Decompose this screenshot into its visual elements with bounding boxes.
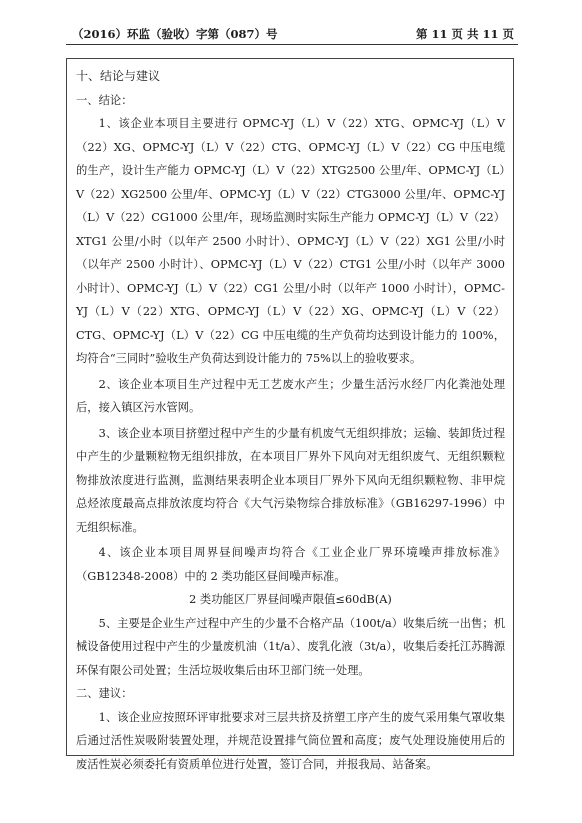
section-title: 十、结论与建议 — [76, 69, 161, 83]
suggestion-paragraph-1: 1、该企业应按照环评审批要求对三层共挤及挤塑工序产生的废气采用集气罩收集后通过活性炭吸附装置处理，并规范设置排气筒位置和高度；废气处理设施使用后的废活性炭必须委托有资质单位进行处置，签订合同，并报我局、站备案。 — [76, 710, 505, 771]
conclusion-paragraph-2: 2、该企业本项目生产过程中无工艺废水产生；少量生活污水经厂内化粪池处理后，接入镇区污水管网。 — [76, 377, 505, 414]
header-divider — [66, 44, 518, 45]
content-frame — [66, 58, 514, 771]
conclusion-paragraph-3: 3、该企业本项目挤塑过程中产生的少量有机废气无组织排放；运输、装卸货过程中产生的少量颗粒物无组织排放，在本项目厂界外下风向对无组织废气、无组织颗粒物排放浓度进行监测，监测结果表明企业本项目厂界外下风向无组织颗粒物、非甲烷总烃浓度最高点排放浓度均符合《大气污染物综合排放标准》（GB16297-1996）中无组织标准。 — [76, 426, 505, 534]
noise-limit-line: 2 类功能区厂界昼间噪声限值≤60dB(A) — [189, 593, 392, 606]
conclusion-paragraph-4: 4、该企业本项目周界昼间噪声均符合《工业企业厂界环境噪声排放标准》（GB12348-2008）中的 2 类功能区昼间噪声标准。 — [76, 546, 505, 583]
page-header — [72, 26, 514, 42]
conclusion-paragraph-5: 5、主要是企业生产过程中产生的少量不合格产品（100t/a）收集后统一出售；机械设备使用过程中产生的少量废机油（1t/a）、废乳化液（3t/a），收集后委托江苏腾源环保有限公司处置；生活垃圾收集后由环卫部门统一处理。 — [76, 616, 505, 677]
conclusion-heading: 一、结论： — [76, 93, 133, 107]
suggestion-heading: 二、建议： — [76, 687, 133, 700]
conclusion-paragraph-1: 1、该企业本项目主要进行 OPMC-YJ（L）V（22）XTG、OPMC-YJ（L）V（22）XG、OPMC-YJ（L）V（22）CTG、OPMC-YJ（L）V（22）CG 中压电缆的生产，设计生产能力 OPMC-YJ（L）V（22）XTG2500 公里/年、OPMC-YJ（L）V（22）XG2500 公里/年、OPMC-YJ（L）V（22）CTG3000 公里/年、OPMC-YJ（L）V（22）CG1000 公里/年，现场监测时实际生产能力 OPMC-YJ（L）V（22）XTG1 公里/小时（以年产 2500 小时计）、OPMC-YJ（L）V（22）XG1 公里/小时（以年产 2500 小时计）、OPMC-YJ（L）V（22）CTG1 公里/小时（以年产 3000 小时计）、OPMC-YJ（L）V（22）CG1 公里/小时（以年产 1000 小时计），OPMC-YJ（L）V（22）XTG、OPMC-YJ（L）V（22）XG、OPMC-YJ（L）V（22）CTG、OPMC-YJ（L）V（22）CG 中压电缆的生产负荷均达到设计能力的 100%，均符合“三同时”验收生产负荷达到设计能力的 75%以上的验收要求。 — [76, 117, 505, 365]
page-number: 第 11 页 共 11 页 — [415, 27, 514, 41]
document-number: （2016）环监（验收）字第（087）号 — [72, 27, 278, 41]
